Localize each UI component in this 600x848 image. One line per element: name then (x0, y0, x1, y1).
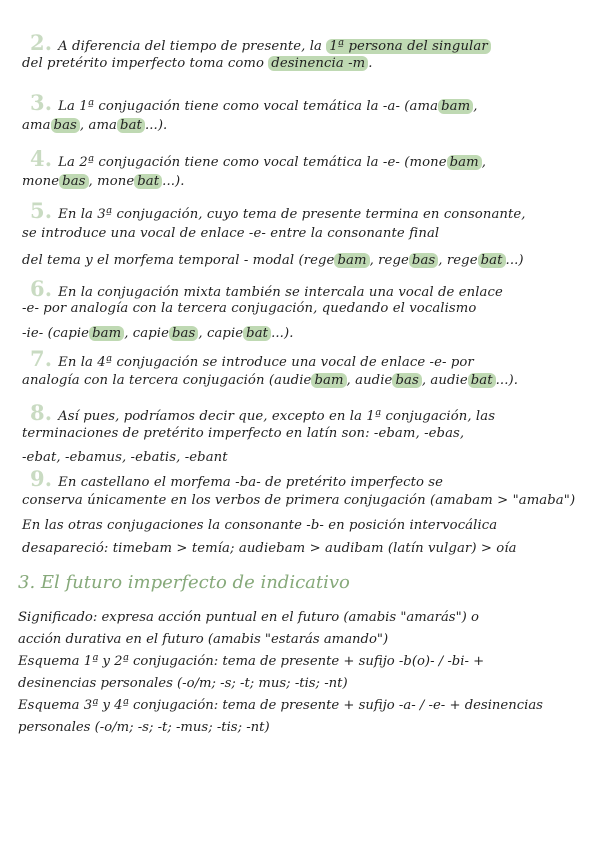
section-line: personales (-o/m; -s; -t; -mus; -tis; -nt) (18, 720, 270, 735)
text-line (30, 466, 443, 491)
text-segment: , (473, 99, 478, 114)
text-line (22, 226, 439, 241)
text-segment: En la conjugación mixta también se intercala una vocal de enlace (58, 285, 503, 300)
item-number: 2. (30, 30, 53, 55)
text-line (22, 426, 464, 441)
text-line (22, 118, 167, 133)
text-line (30, 198, 526, 223)
text-segment: ...). (495, 373, 519, 388)
highlighted-text: bat (243, 326, 271, 341)
item-number: 7. (30, 346, 53, 371)
text-segment: , ama (79, 118, 118, 133)
text-segment: conserva únicamente en los verbos de primera conjugación (amabam > "amaba") (22, 493, 576, 508)
highlighted-text: bat (478, 253, 506, 268)
section-line: acción durativa en el futuro (amabis "estarás amando") (18, 632, 389, 647)
highlighted-text: bas (59, 174, 88, 189)
text-segment: del tema y el morfema temporal - modal (rege (22, 253, 335, 268)
text-segment: ...) (505, 253, 524, 268)
text-segment: del pretérito imperfecto toma como (22, 56, 269, 71)
text-line (30, 30, 491, 55)
text-segment: Así pues, podríamos decir que, excepto en la 1ª conjugación, las (58, 409, 496, 424)
text-segment: ...). (271, 326, 294, 341)
text-line (30, 400, 495, 425)
text-segment: -ebat, -ebamus, -ebatis, -ebant (22, 450, 228, 465)
text-segment: A diferencia del tiempo de presente, la (58, 39, 327, 54)
highlighted-text: bas (409, 253, 438, 268)
section-line: Esquema 1ª y 2ª conjugación: tema de presente + sufijo -b(o)- / -bi- + (18, 654, 485, 669)
text-line (30, 346, 474, 371)
highlighted-text: bat (468, 373, 496, 388)
text-segment: , rege (438, 253, 478, 268)
item-number: 6. (30, 276, 53, 301)
highlighted-text: bam (438, 99, 473, 114)
text-line (22, 301, 476, 316)
text-segment: -e- por analogía con la tercera conjugación, quedando el vocalismo (22, 301, 477, 316)
item-number: 3. (30, 90, 53, 115)
highlighted-text: 1ª persona del singular (326, 39, 490, 54)
text-segment: -ie- (capie (22, 326, 90, 341)
text-segment: desapareció: timebam > temía; audiebam > audibam (latín vulgar) > oía (22, 541, 517, 556)
text-line (30, 276, 503, 301)
text-line (22, 373, 518, 388)
text-line (22, 326, 294, 341)
text-segment: ...). (162, 174, 185, 189)
highlighted-text: bam (311, 373, 346, 388)
text-segment: En las otras conjugaciones la consonante -b- en posición intervocálica (22, 518, 498, 533)
text-segment: , capie (198, 326, 244, 341)
text-segment: En castellano el morfema -ba- de pretérito imperfecto se (58, 475, 444, 490)
highlighted-text: bam (89, 326, 124, 341)
text-line (22, 253, 524, 268)
item-number: 9. (30, 466, 53, 491)
text-segment: ama (22, 118, 51, 133)
highlighted-text: bas (169, 326, 198, 341)
item-number: 5. (30, 198, 53, 223)
highlighted-text: bas (51, 118, 80, 133)
text-line (22, 174, 185, 189)
text-segment: , rege (369, 253, 409, 268)
item-number: 4. (30, 146, 53, 171)
section-line: Significado: expresa acción puntual en el futuro (amabis "amarás") o (18, 610, 479, 625)
highlighted-text: bat (117, 118, 145, 133)
text-line (22, 493, 575, 508)
text-segment: mone (22, 174, 60, 189)
section-line: Esquema 3ª y 4ª conjugación: tema de presente + sufijo -a- / -e- + desinencias (18, 698, 543, 713)
text-segment: se introduce una vocal de enlace -e- entre la consonante final (22, 226, 440, 241)
text-line (22, 56, 373, 71)
text-segment: , mone (88, 174, 135, 189)
section-line: desinencias personales (-o/m; -s; -t; mus; -tis; -nt) (18, 676, 348, 691)
highlighted-text: bam (334, 253, 369, 268)
text-segment: , (481, 155, 487, 170)
text-segment: En la 4ª conjugación se introduce una vocal de enlace -e- por (58, 355, 474, 370)
item-number: 8. (30, 400, 53, 425)
text-segment: En la 3ª conjugación, cuyo tema de presente termina en consonante, (58, 207, 526, 222)
text-segment: analogía con la tercera conjugación (audie (22, 373, 312, 388)
text-segment: ...). (144, 118, 168, 133)
highlighted-text: bas (392, 373, 421, 388)
text-line (22, 450, 228, 465)
text-segment: , audie (421, 373, 468, 388)
text-segment: , audie (346, 373, 393, 388)
text-segment: terminaciones de pretérito imperfecto en latín son: -ebam, -ebas, (22, 426, 465, 441)
highlighted-text: bam (447, 155, 482, 170)
section-heading: 3. El futuro imperfecto de indicativo (18, 572, 350, 593)
text-segment: , capie (124, 326, 169, 341)
text-segment: . (368, 56, 373, 71)
text-line (22, 518, 497, 533)
highlighted-text: bat (134, 174, 162, 189)
highlighted-text: desinencia -m (268, 56, 368, 71)
text-line (22, 541, 517, 556)
text-segment: La 2ª conjugación tiene como vocal temática la -e- (mone (58, 155, 447, 170)
text-segment: La 1ª conjugación tiene como vocal temática la -a- (ama (58, 99, 439, 114)
text-line (30, 146, 486, 171)
text-line (30, 90, 477, 115)
